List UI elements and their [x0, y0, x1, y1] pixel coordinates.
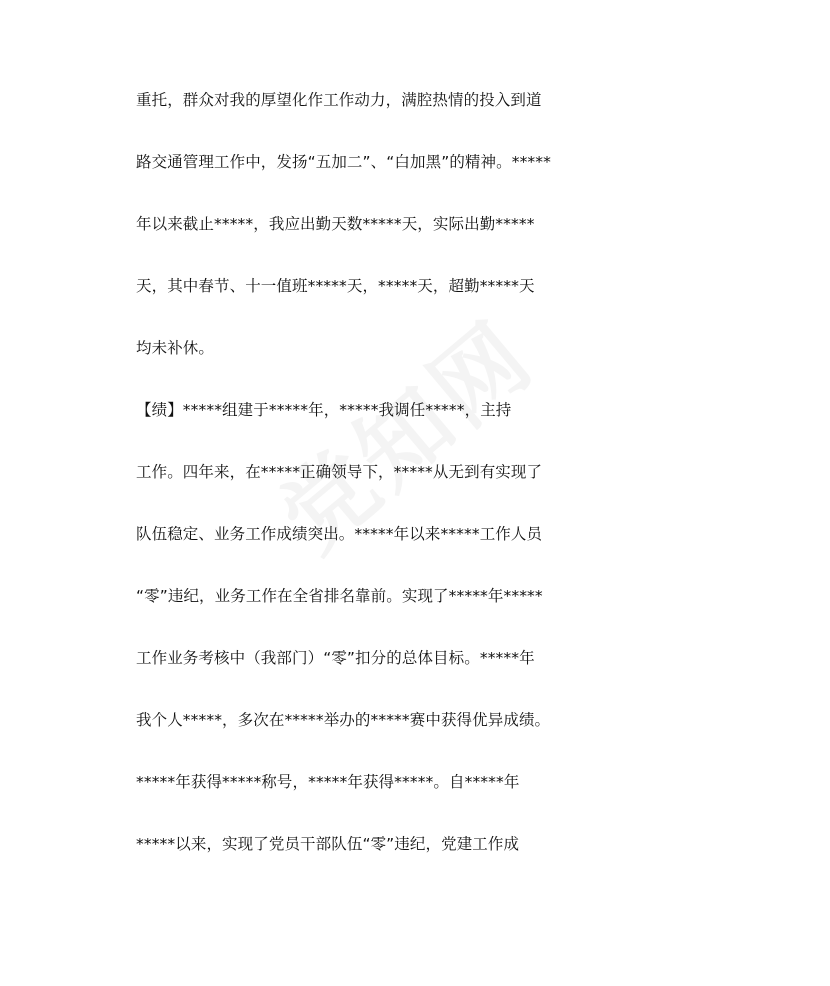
- text-line: “零”违纪，业务工作在全省排名靠前。实现了*****年*****: [136, 587, 543, 605]
- text-line: 工作业务考核中（我部门）“零”扣分的总体目标。*****年: [136, 649, 535, 667]
- text-line: *****年获得*****称号，*****年获得*****。自*****年: [136, 773, 520, 791]
- document-body: [136, 88, 551, 894]
- text-line: 重托，群众对我的厚望化作工作动力，满腔热情的投入到道: [136, 91, 542, 109]
- text-line: 我个人*****，多次在*****举办的*****赛中获得优异成绩。: [136, 711, 551, 729]
- text-line: 均未补休。: [136, 339, 215, 357]
- text-line: 工作。四年来，在*****正确领导下，*****从无到有实现了: [136, 463, 543, 481]
- text-line: 路交通管理工作中，发扬“五加二”、“白加黑”的精神。*****: [136, 153, 551, 171]
- text-line: 年以来截止*****，我应出勤天数*****天，实际出勤*****: [136, 215, 535, 233]
- text-line: *****以来，实现了党员干部队伍“零”违纪，党建工作成: [136, 835, 520, 853]
- text-line: 队伍稳定、业务工作成绩突出。*****年以来*****工作人员: [136, 525, 543, 543]
- text-line: 【绩】*****组建于*****年，*****我调任*****，主持: [136, 401, 512, 419]
- text-line: 天，其中春节、十一值班*****天，*****天，超勤*****天: [136, 277, 535, 295]
